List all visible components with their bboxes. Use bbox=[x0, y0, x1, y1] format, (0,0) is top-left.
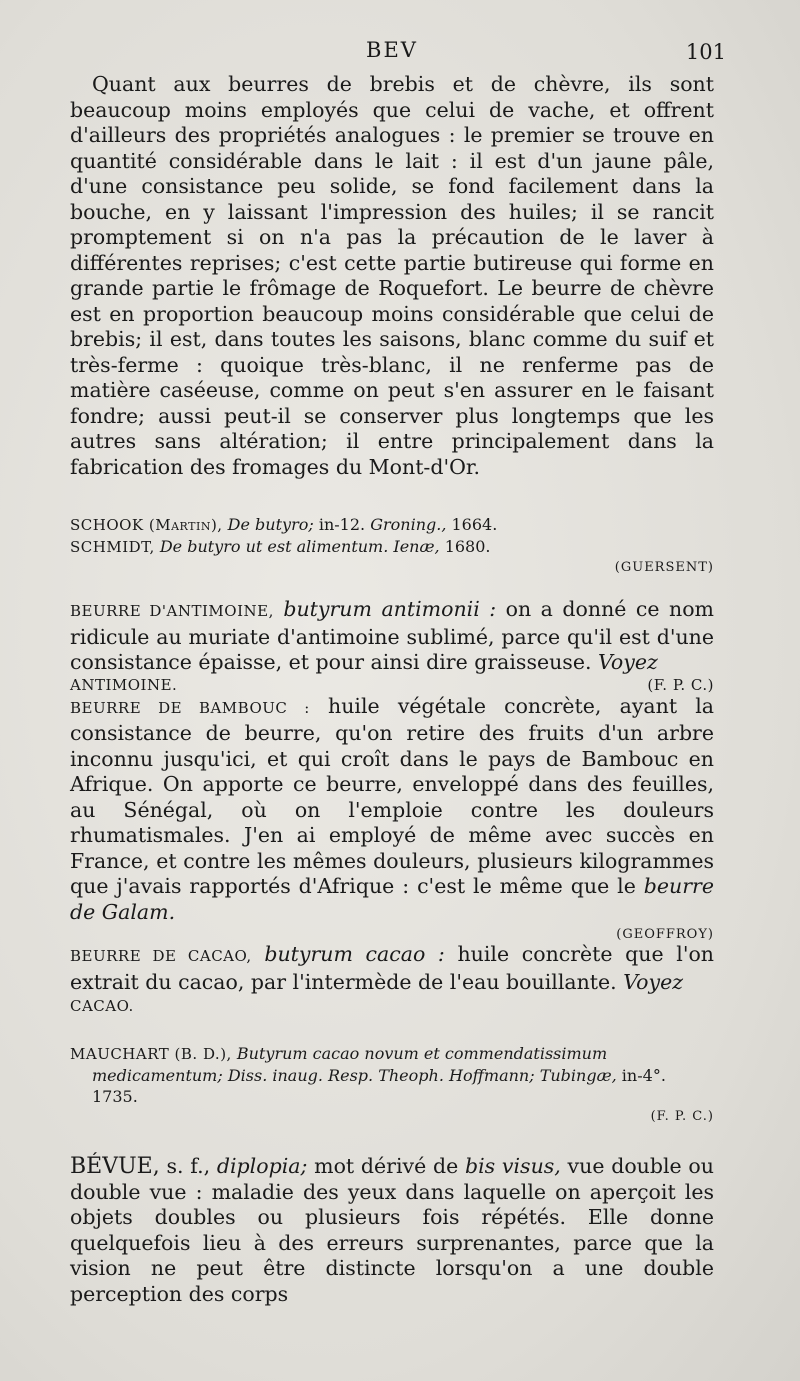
signature-geoffroy: (GEOFFROY) bbox=[616, 927, 714, 942]
entry-beurre-antimoine: BEURRE D'ANTIMOINE, butyrum antimonii : on a donné ce nom ridicule au muriate d'antimoine sublimé, parce qu'il est d'une consistance épaisse, et pour ainsi dire graisseuse. Voyez bbox=[70, 597, 714, 674]
signature-fpc-2: (F. P. C.) bbox=[650, 1109, 714, 1124]
running-head: BEV bbox=[366, 38, 418, 62]
entry-beurre-cacao: BEURRE DE CACAO, butyrum cacao : huile concrète que l'on extrait du cacao, par l'intermède de l'eau bouillante. Voyez bbox=[70, 942, 714, 994]
entry-beurre-bambouc: BEURRE DE BAMBOUC : huile végétale concrète, ayant la consistance de beurre, qu'on retire des fruits d'un arbre inconnu jusqu'ici, et qui croît dans le pays de Bambouc en Afrique. On apporte ce beurre, enveloppé dans des feuilles, au Sénégal, où on l'emploie contre les douleurs rhumatismales. J'en ai employé de même avec succès en France, et contre les mêmes douleurs, plusieurs kilogrammes que j'avais rapportés d'Afrique : c'est le même que le beurre de Galam. bbox=[70, 693, 714, 924]
reference-mauchart: MAUCHART (B. D.), Butyrum cacao novum et commendatissimum medicamentum; Diss. inaug. Resp. Theoph. Hoffmann; Tubingæ, in-4°. 1735. bbox=[70, 1044, 666, 1106]
signature-guersent: (GUERSENT) bbox=[614, 560, 714, 575]
antimoine-xref-line bbox=[70, 676, 714, 694]
reference-schmidt: SCHMIDT, De butyro ut est alimentum. Ienæ, 1680. bbox=[70, 537, 491, 556]
intro-paragraph: Quant aux beurres de brebis et de chèvre, ils sont beaucoup moins employés que celui de vache, et offrent d'ailleurs des propriétés analogues : le premier se trouve en quantité considérable dans le lait : il est d'un jaune pâle, d'une consistance peu solide, se fond facilement dans la bouche, en y laissant l'impression des huiles; il se rancit promptement si on n'a pas la précaution de le laver à différentes reprises; c'est cette partie butireuse qui forme en grande partie le frômage de Roquefort. Le beurre de chèvre est en proportion beaucoup moins considérable que celui de brebis; il est, dans toutes les saisons, blanc comme du suif et très-ferme : quoique très-blanc, il ne renferme pas de matière caséeuse, comme on peut s'en assurer en le faisant fondre; aussi peut-il se conserver plus longtemps que les autres sans altération; il entre principalement dans la fabrication des fromages du Mont-d'Or. bbox=[70, 72, 714, 479]
reference-schook: SCHOOK (Martin), De butyro; in-12. Groning., 1664. bbox=[70, 515, 498, 534]
signature-fpc: (F. P. C.) bbox=[647, 675, 714, 694]
page-header bbox=[70, 38, 726, 72]
xref-antimoine: ANTIMOINE. bbox=[70, 675, 178, 694]
entry-bevue: BÉVUE, s. f., diplopia; mot dérivé de bis visus, vue double ou double vue : maladie des yeux dans laquelle on aperçoit les objets doubles ou plusieurs fois répétés. Elle donne quelquefois lieu à des erreurs surprenantes, parce que la vision ne peut être distincte lorsqu'on a une double perception des corps bbox=[70, 1154, 714, 1306]
page-number: 101 bbox=[685, 40, 726, 64]
xref-cacao: CACAO. bbox=[70, 997, 134, 1015]
